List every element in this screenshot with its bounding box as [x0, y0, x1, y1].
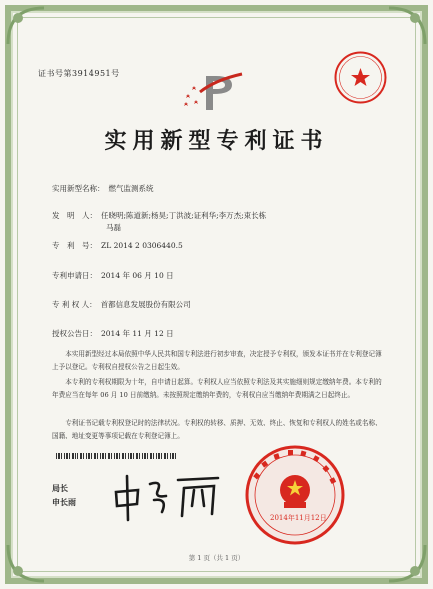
filing-date-label: 专利申请日：: [52, 271, 97, 280]
handwritten-signature-icon: [110, 470, 222, 522]
patent-office-logo-icon: [180, 70, 245, 112]
corner-ornament-icon: [387, 543, 427, 583]
patent-number-row: [52, 240, 183, 251]
body-paragraph-3: 专利证书记载专利权登记时的法律状况。专利权的转移、质押、无效、终止、恢复和专利权人的姓名或名称、国籍、地址变更等事项记载在专利登记簿上。: [52, 419, 382, 440]
inventors-value: 任晓明;陈道新;杨昊;丁洪波;证利华;李万杰;束长栋: [101, 211, 267, 220]
grant-date-row: [52, 328, 174, 339]
utility-model-name-value: 燃气监测系统: [108, 184, 154, 193]
utility-model-name-row: [52, 183, 154, 194]
filing-date-row: [52, 270, 174, 281]
page-number: 第 1 页（共 1 页）: [188, 554, 245, 562]
utility-model-name-label: 实用新型名称：: [52, 184, 105, 193]
grant-date-label: 授权公告日：: [52, 329, 97, 338]
body-paragraph-2: 本专利的专利权期限为十年，自申请日起算。专利权人应当依照专利法及其实施细则规定缴纳年费。本专利的年费应当在每年 06 月 10 日前缴纳。未按照规定缴纳年费的，专利权自应当缴纳年费期满之日起终止。: [52, 378, 382, 399]
inventors-label: 发 明 人：: [52, 211, 97, 220]
patent-number-label: 专 利 号：: [52, 241, 97, 250]
round-seal-icon: [333, 50, 388, 105]
grant-date-value: 2014 年 11 月 12 日: [101, 329, 174, 338]
patentee-value: 首都信息发展股份有限公司: [100, 300, 191, 309]
corner-ornament-icon: [6, 6, 46, 46]
inventors-continued: 马磊: [106, 223, 121, 232]
body-paragraph-1: 本实用新型经过本局依照中华人民共和国专利法进行初步审查，决定授予专利权，颁发本证书并在专利登记簿上予以登记。专利权自授权公告之日起生效。: [52, 350, 382, 371]
patent-number-value: ZL 2014 2 0306440.5: [101, 241, 183, 250]
barcode-icon: [56, 453, 176, 459]
certificate-title: 实用新型专利证书: [104, 128, 329, 154]
director-name: 申长雨: [52, 498, 76, 507]
director-title: 局长: [52, 484, 68, 493]
patentee-row: [52, 299, 191, 310]
corner-ornament-icon: [387, 6, 427, 46]
patentee-label: 专 利 权 人：: [52, 300, 97, 309]
seal-date: 2014年11月12日: [270, 514, 327, 522]
corner-ornament-icon: [6, 543, 46, 583]
inventors-row: [52, 210, 266, 221]
certificate-number: 证书号第3914951号: [38, 69, 120, 78]
filing-date-value: 2014 年 06 月 10 日: [101, 271, 174, 280]
official-seal-icon: [244, 444, 346, 546]
